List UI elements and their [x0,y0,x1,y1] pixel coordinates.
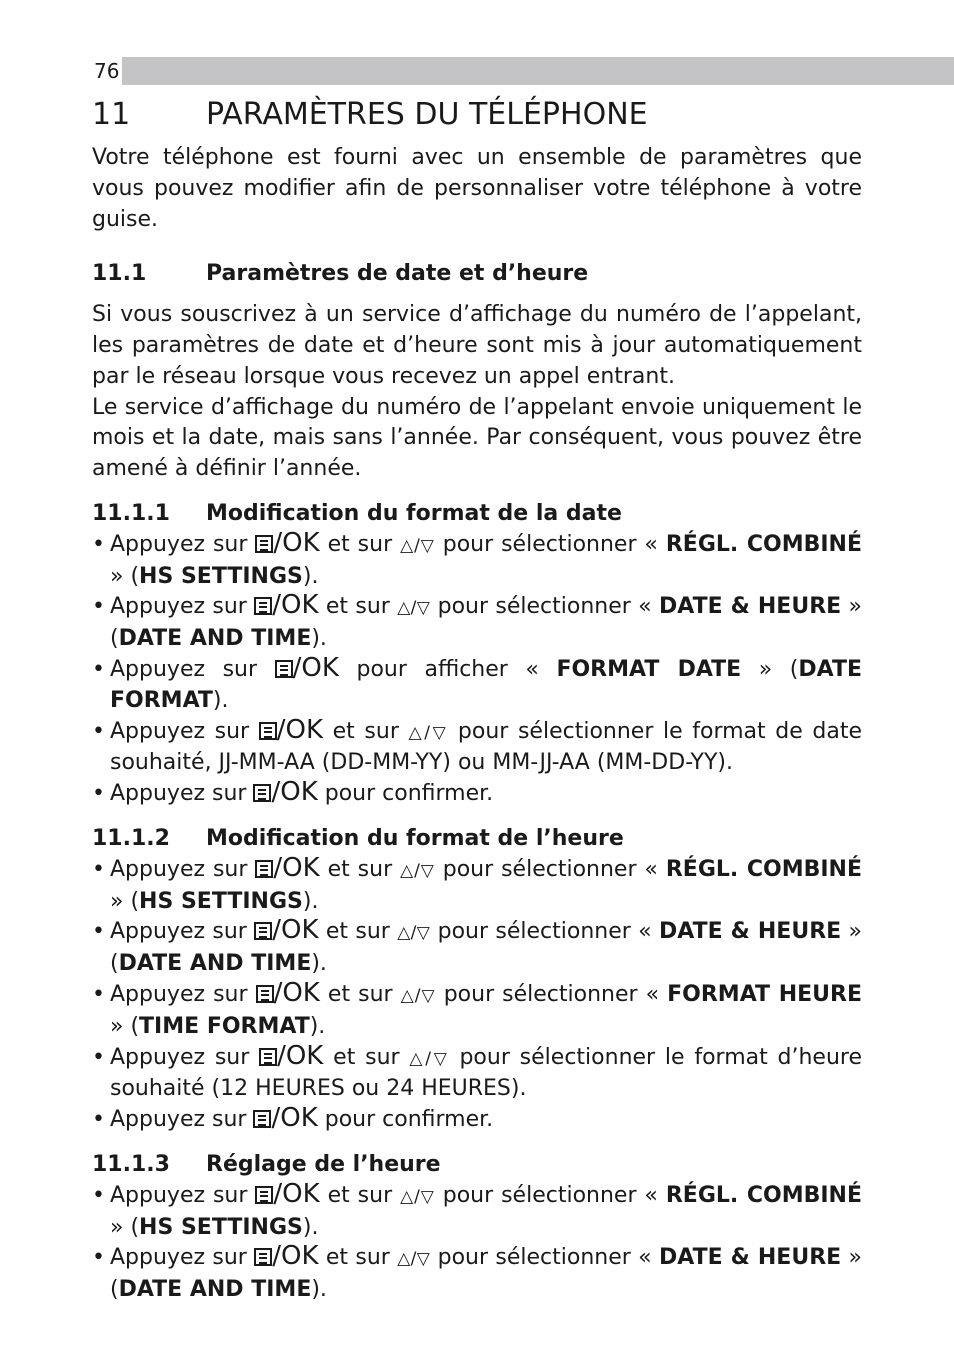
menu-key-icon [275,660,293,678]
section-title: Modification du format de la date [206,500,622,526]
ok-key-label: /OK [272,590,319,621]
list-item: • Appuyez sur /OK et sur △/▽ pour sélectionner « RÉGL. COMBINÉ » (HS SETTINGS). [92,1178,862,1240]
section-number: 11.1.1 [92,500,170,526]
page-header [92,57,954,85]
menu-key-icon [255,1186,273,1204]
ok-key-label: /OK [277,1040,324,1071]
steps-list-date-format [92,527,863,810]
list-item: • Appuyez sur /OK et sur △/▽ pour sélectionner « DATE & HEURE » (DATE AND TIME). [92,590,863,652]
ok-key-label: /OK [273,527,320,558]
bullet: • [92,1245,105,1271]
steps-list-set-time [92,1178,863,1306]
ok-key-label: /OK [271,1103,318,1134]
up-down-arrow-icon: △/▽ [400,535,435,556]
up-down-arrow-icon: △/▽ [397,1249,431,1270]
up-down-arrow-icon: △/▽ [409,1048,450,1069]
page-number: 76 [92,57,122,85]
list-item: • Appuyez sur /OK pour confirmer. [92,1105,862,1136]
section-number: 11.1 [92,261,147,287]
bullet: • [92,1107,105,1133]
list-item: • Appuyez sur /OK et sur △/▽ pour sélectionner « FORMAT HEURE » (TIME FORMAT). [92,977,862,1039]
ok-key-label: /OK [273,977,320,1008]
section-heading-11-1-1 [92,499,862,530]
section-title: Modification du format de l’heure [206,825,624,851]
section-number: 11.1.3 [92,1151,170,1177]
bullet: • [92,781,105,807]
menu-key-icon [253,784,271,802]
menu-key-icon [256,985,274,1003]
up-down-arrow-icon: △/▽ [408,722,449,743]
list-item: • Appuyez sur /OK et sur △/▽ pour sélectionner « RÉGL. COMBINÉ » (HS SETTINGS). [92,527,862,589]
up-down-arrow-icon: △/▽ [400,860,435,881]
chapter-title: PARAMÈTRES DU TÉLÉPHONE [206,97,648,132]
intro-paragraph: Votre téléphone est fourni avec un ensemble de paramètres que vous pouvez modifier afin de personnaliser votre téléphone à votre guise. [92,145,862,232]
ok-key-label: /OK [272,1241,319,1272]
bullet: • [92,981,105,1007]
list-item: • Appuyez sur /OK et sur △/▽ pour sélectionner le format de date souhaité, JJ-MM-AA (DD-MM-YY) ou MM-JJ-AA (MM-DD-YY). [92,714,863,776]
bullet: • [92,1044,105,1070]
menu-key-icon [254,922,272,940]
bullet: • [92,919,105,945]
section-number: 11.1.2 [92,825,170,851]
ok-key-label: /OK [292,652,339,683]
ok-key-label: /OK [271,777,318,808]
section-heading-11-1-3 [92,1150,862,1181]
list-item: • Appuyez sur /OK et sur △/▽ pour sélectionner « RÉGL. COMBINÉ » (HS SETTINGS). [92,852,862,914]
bullet: • [92,856,105,882]
header-stripe [122,57,954,85]
page-content [92,143,862,1306]
chapter-heading [92,96,648,134]
section-heading-11-1 [92,259,862,290]
list-item: • Appuyez sur /OK et sur △/▽ pour sélectionner « DATE & HEURE » (DATE AND TIME). [92,1241,863,1303]
menu-key-icon [259,1048,277,1066]
bullet: • [92,531,105,557]
bullet: • [92,656,105,682]
up-down-arrow-icon: △/▽ [397,923,431,944]
menu-key-icon [253,1110,271,1128]
section-title: Paramètres de date et d’heure [206,261,589,287]
menu-key-icon [254,597,272,615]
menu-key-icon [255,860,273,878]
up-down-arrow-icon: △/▽ [400,985,436,1006]
list-item: • Appuyez sur /OK et sur △/▽ pour sélectionner « DATE & HEURE » (DATE AND TIME). [92,915,863,977]
steps-list-time-format [92,852,863,1136]
list-item: • Appuyez sur /OK pour afficher « FORMAT DATE » (DATE FORMAT). [92,652,862,713]
section-heading-11-1-2 [92,824,862,855]
bullet: • [92,594,105,620]
list-item: • Appuyez sur /OK pour confirmer. [92,779,862,810]
bullet: • [92,1182,105,1208]
section-title: Réglage de l’heure [206,1151,441,1177]
paragraph-caller-id: Si vous souscrivez à un service d’affichage du numéro de l’appelant, les paramètres de date et d’heure sont mis à jour automatiquement par le réseau lorsque vous recevez un appel entrant. [92,302,862,389]
bullet: • [92,718,105,744]
up-down-arrow-icon: △/▽ [397,598,431,619]
menu-key-icon [254,1248,272,1266]
paragraph-year: Le service d’affichage du numéro de l’appelant envoie uniquement le mois et la date, mais sans l’année. Par conséquent, vous pouvez être amené à définir l’année. [92,394,862,482]
ok-key-label: /OK [273,1178,320,1209]
ok-key-label: /OK [273,852,320,883]
up-down-arrow-icon: △/▽ [400,1186,435,1207]
chapter-number: 11 [92,97,131,132]
list-item: • Appuyez sur /OK et sur △/▽ pour sélectionner le format d’heure souhaité (12 HEURES ou 24 HEURES). [92,1040,863,1102]
ok-key-label: /OK [272,915,319,946]
menu-key-icon [255,535,273,553]
ok-key-label: /OK [276,714,324,745]
menu-key-icon [259,722,277,740]
